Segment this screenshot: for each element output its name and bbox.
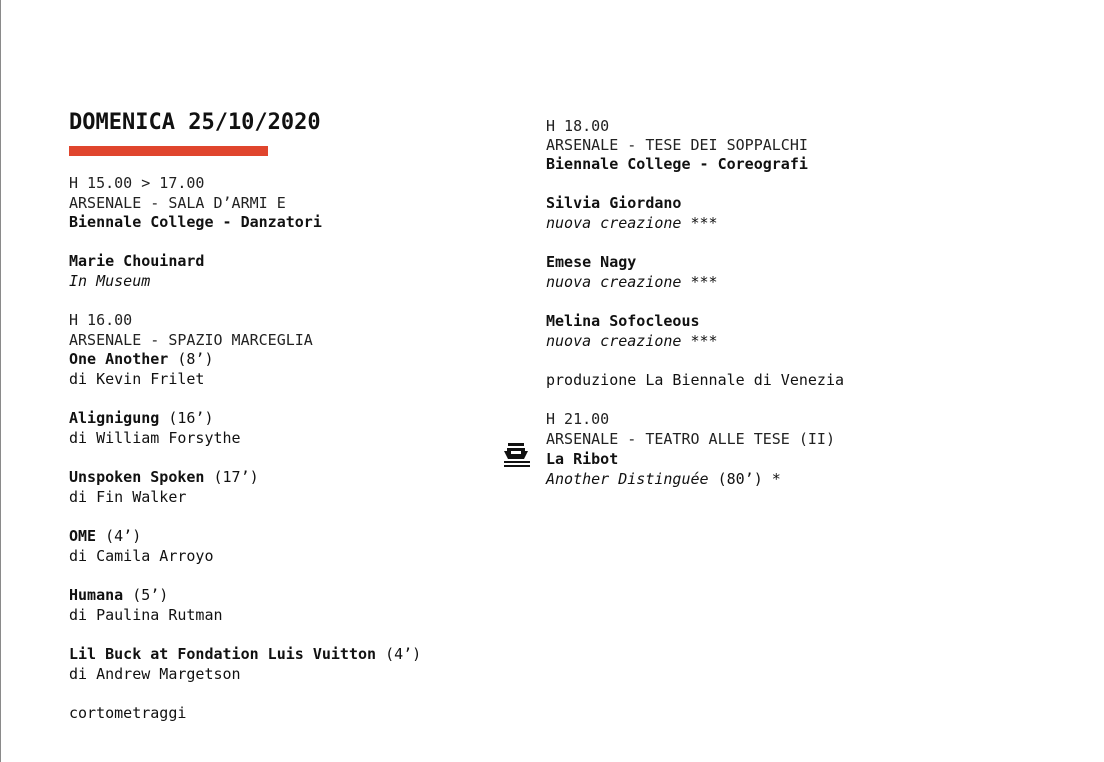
film-title: OME (69, 527, 97, 545)
work-title: nuova creazione (546, 273, 682, 291)
production-credit: produzione La Biennale di Venezia (546, 371, 845, 389)
work-title: nuova creazione (546, 214, 682, 232)
film-entry (69, 408, 214, 428)
work-duration: (80’) * (708, 470, 781, 488)
film-author: di William Forsythe (69, 429, 241, 447)
film-title: One Another (69, 350, 169, 368)
film-entry (69, 349, 214, 369)
work-entry (546, 331, 718, 351)
film-entry (69, 644, 421, 664)
film-author: di Paulina Rutman (69, 606, 223, 624)
film-author: di Andrew Margetson (69, 665, 241, 683)
work-entry (546, 469, 781, 489)
day-title: DOMENICA 25/10/2020 (69, 110, 321, 135)
work-title: In Museum (69, 272, 151, 290)
film-entry (69, 526, 141, 546)
work-mark: *** (681, 214, 718, 232)
event-time: H 21.00 (546, 410, 610, 428)
event-venue: ARSENALE - SALA D’ARMI E (69, 194, 286, 212)
event-program: Biennale College - Danzatori (69, 213, 322, 231)
film-title: Unspoken Spoken (69, 468, 205, 486)
artist-name: Silvia Giordano (546, 194, 682, 212)
event-program: Biennale College - Coreografi (546, 155, 808, 173)
work-mark: *** (681, 273, 718, 291)
artist-name: La Ribot (546, 450, 619, 468)
work-title: nuova creazione (546, 332, 682, 350)
film-duration: (8’) (168, 350, 214, 368)
film-author: di Camila Arroyo (69, 547, 214, 565)
event-time: H 16.00 (69, 311, 133, 329)
work-mark: *** (681, 332, 718, 350)
event-venue: ARSENALE - TESE DEI SOPPALCHI (546, 136, 808, 154)
work-entry (546, 213, 718, 233)
film-duration: (4’) (96, 527, 142, 545)
event-time: H 15.00 > 17.00 (69, 174, 205, 192)
event-time: H 18.00 (546, 117, 610, 135)
artist-name: Emese Nagy (546, 253, 637, 271)
artist-name: Marie Chouinard (69, 252, 205, 270)
film-title: Humana (69, 586, 124, 604)
film-author: di Kevin Frilet (69, 370, 205, 388)
accent-bar (69, 146, 268, 156)
film-author: di Fin Walker (69, 488, 187, 506)
event-venue: ARSENALE - TEATRO ALLE TESE (II) (546, 430, 835, 448)
film-entry (69, 585, 168, 605)
boat-icon (503, 442, 531, 468)
film-duration: (17’) (204, 468, 259, 486)
film-title: Alignigung (69, 409, 160, 427)
film-title: Lil Buck at Fondation Luis Vuitton (69, 645, 377, 663)
work-entry (546, 272, 718, 292)
film-duration: (4’) (376, 645, 422, 663)
event-note: cortometraggi (69, 704, 187, 722)
film-duration: (5’) (123, 586, 169, 604)
event-venue: ARSENALE - SPAZIO MARCEGLIA (69, 331, 313, 349)
artist-name: Melina Sofocleous (546, 312, 700, 330)
work-title: Another Distinguée (546, 470, 709, 488)
film-duration: (16’) (159, 409, 214, 427)
film-entry (69, 467, 259, 487)
